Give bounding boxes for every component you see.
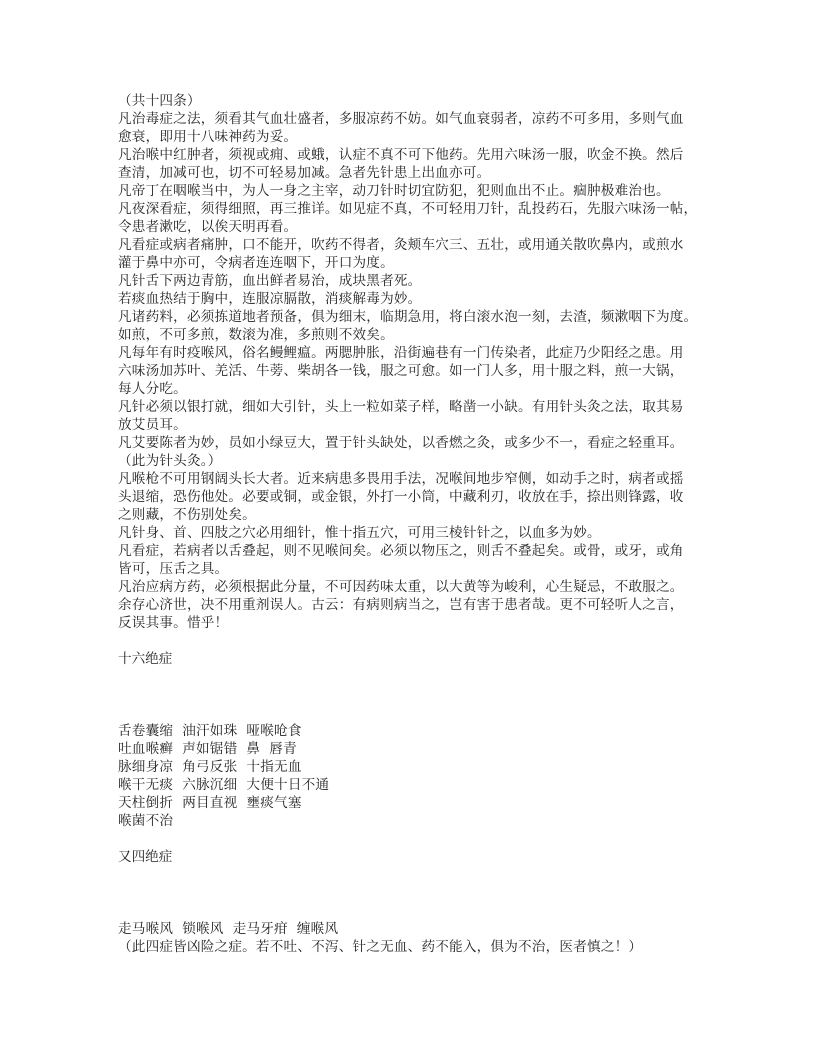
paragraph-line: 若痰血热结于胸中，连服凉膈散，消痰解毒为妙。 (118, 291, 422, 307)
paragraph (118, 542, 710, 578)
paragraph-line: 余存心济世，决不用重剂误人。古云：有病则病当之，岂有害于患者哉。更不可轻听人之言， (118, 597, 684, 613)
paragraph (118, 398, 710, 434)
sixteen-symptoms-list (118, 722, 710, 830)
paragraph-line: 凡夜深看症，须得细照，再三推详。如见症不真，不可轻用刀针，乱投药石，先服六味汤一帖， (118, 201, 698, 217)
symptom-row: 脉细身凉 角弓反张 十指无血 (118, 759, 302, 775)
spacer (118, 668, 710, 722)
paragraph (118, 236, 710, 272)
paragraph (118, 470, 710, 524)
paragraph-line: 凡诸药料，必须拣道地者预备，俱为细末，临期急用，将白滚水泡一刻，去渣，频漱咽下为度。 (118, 309, 698, 325)
symptom-row: 舌卷囊缩 油汗如珠 哑喉呛食 (118, 723, 302, 739)
spacer (118, 866, 710, 920)
paragraph (118, 290, 710, 308)
section-note: （共十四条） (118, 93, 201, 109)
paragraph-line: 愈衰，即用十八味神药为妥。 (118, 129, 298, 145)
paragraph (118, 146, 710, 182)
paragraph-line: 每人分吃。 (118, 381, 187, 397)
paragraph-line: 令患者漱吃，以俟天明再看。 (118, 219, 298, 235)
paragraph-line: 查清，加减可也，切不可轻易加减。急者先针患上出血亦可。 (118, 165, 491, 181)
paragraph-line: 灌于鼻中亦可，令病者连连咽下，开口为度。 (118, 255, 394, 271)
paragraph-line: 头退缩，恐伤他处。必要或铜，或金银，外打一小筒，中藏利刃，收放在手，捺出则锋露，收 (118, 489, 684, 505)
paragraph (118, 344, 710, 398)
paragraph-list (118, 110, 710, 632)
paragraph (118, 200, 710, 236)
paragraph-line: 凡针身、首、四肢之穴必用细针，惟十指五穴，可用三棱针针之，以血多为妙。 (118, 525, 601, 541)
paragraph (118, 434, 710, 470)
paragraph (118, 308, 710, 344)
paragraph-line: 凡看症或病者痛肿，口不能开，吹药不得者，灸颊车穴三、五壮，或用通关散吹鼻内，或煎水 (118, 237, 684, 253)
paragraph-line: 皆可，压舌之具。 (118, 561, 229, 577)
paragraph-line: 凡看症，若病者以舌叠起，则不见喉间矣。必须以物压之，则舌不叠起矣。或骨，或牙，或角 (118, 543, 684, 559)
symptom-row: 天柱倒折 两目直视 壅痰气塞 (118, 795, 302, 811)
paragraph (118, 578, 710, 632)
paragraph (118, 110, 710, 146)
paragraph-line: 之则藏，不伤别处矣。 (118, 507, 256, 523)
paragraph-line: 如煎，不可多煎，数滚为准，多煎则不效矣。 (118, 327, 394, 343)
paragraph-line: （此为针头灸。） (118, 453, 222, 469)
section-heading-four: 又四绝症 (118, 849, 173, 865)
paragraph-line: 六味汤加苏叶、羌活、牛蒡、柴胡各一钱，服之可愈。如一门人多，用十服之料，煎一大锅， (118, 363, 684, 379)
document-page (118, 92, 710, 956)
symptom-row: 吐血喉癣 声如锯错 鼻 唇青 (118, 741, 297, 757)
spacer (118, 830, 710, 848)
paragraph-line: 凡治毒症之法，须看其气血壮盛者，多服凉药不妨。如气血衰弱者，凉药不可多用，多则气血 (118, 111, 684, 127)
paragraph-line: 凡每年有时疫喉风，俗名鳗鲤瘟。两腮肿胀，沿街遍巷有一门传染者，此症乃少阳经之患。用 (118, 345, 684, 361)
symptom-row: 喉菌不治 (118, 813, 174, 829)
paragraph-line: 凡艾要陈者为妙，员如小绿豆大，置于针头缺处，以香燃之灸，或多少不一，看症之轻重耳。 (118, 435, 684, 451)
symptom-row: 喉干无痰 六脉沉细 大便十日不通 (118, 777, 330, 793)
paragraph-line: 凡针必须以银打就，细如大引针，头上一粒如菜子样，略凿一小缺。有用针头灸之法，取其易 (118, 399, 684, 415)
paragraph-line: 凡帝丁在咽喉当中，为人一身之主宰，动刀针时切宜防犯，犯则血出不止。痼肿极难治也。 (118, 183, 670, 199)
paragraph (118, 524, 710, 542)
paragraph-line: 反误其事。惜乎！ (118, 615, 229, 631)
four-symptoms-note: （此四症皆凶险之症。若不吐、不泻、针之无血、药不能入，俱为不治，医者慎之！） (118, 939, 643, 955)
paragraph-line: 凡治应病方药，必须根据此分量，不可因药味太重，以大黄等为峻利，心生疑忌，不敢服之。 (118, 579, 684, 595)
spacer (118, 632, 710, 650)
paragraph (118, 182, 710, 200)
paragraph-line: 凡喉枪不可用钢阔头长大者。近来病患多畏用手法，况喉间地步窄侧，如动手之时，病者或摇 (118, 471, 684, 487)
paragraph-line: 凡治喉中红肿者，须视或痈、或蛾，认症不真不可下他药。先用六味汤一服，吹金不换。然后 (118, 147, 684, 163)
paragraph-line: 凡针舌下两边青筋，血出鲜者易治，成块黑者死。 (118, 273, 422, 289)
four-symptoms-row: 走马喉风 锁喉风 走马牙疳 缠喉风 (118, 921, 339, 937)
paragraph (118, 272, 710, 290)
section-heading-sixteen: 十六绝症 (118, 651, 173, 667)
paragraph-line: 放艾员耳。 (118, 417, 187, 433)
